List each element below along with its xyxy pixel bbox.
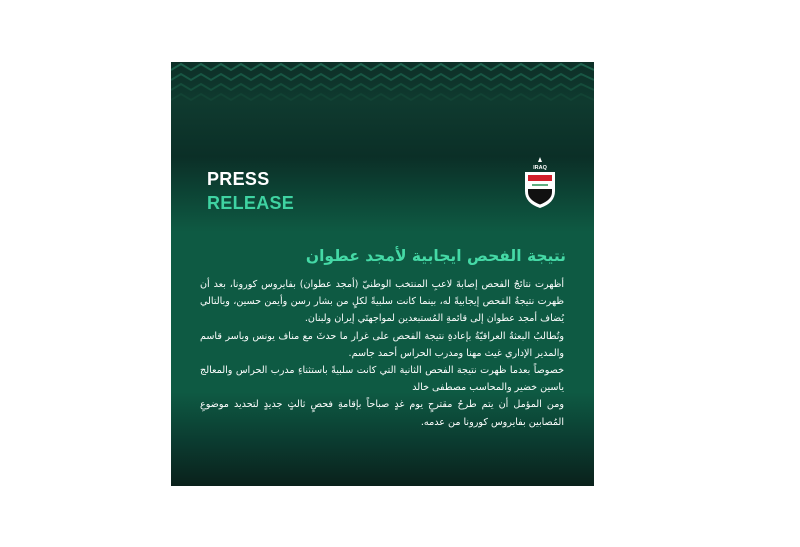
headline: نتيجة الفحص ايجابية لأمجد عطوان: [305, 247, 566, 265]
zigzag-pattern: [171, 62, 594, 102]
press-release-card: [171, 62, 594, 486]
emblem-label: IRAQ: [533, 165, 547, 171]
paragraph: ومن المؤمل أن يتم طرحُ مقترحٍ يوم غدٍ صباحاً بإقامةِ فحصٍ ثالثٍ جديدٍ لتحديد موضوعِ المُصابين بفايروس كورونا من عدمه.: [200, 399, 564, 428]
paragraph: خصوصاً بعدما ظهرت نتيجة الفحص الثانية التي كانت سلبيةً باستثناءِ مدرب الحراس والمعالج ياسين خضير والمحاسب مصطفى خالد: [200, 365, 564, 394]
press-title: PRESS: [207, 169, 270, 189]
iraq-emblem-icon: [522, 157, 558, 209]
paragraph: أظهرت نتائجُ الفحص إصابةَ لاعبِ المنتخب الوطنيّ (أمجد عطوان) بفايروس كورونا، بعد أن ظهرت نتيجةُ الفحص إيجابيةً له، بينما كانت سلبيةً لكلٍ من بشار رسن وأيمن حسين، وبالتالي يُضاف أمجد عطوان إلى قائمةِ المُستبعدين لمواجهتَي إيران ولبنان.: [200, 279, 564, 325]
release-title: RELEASE: [207, 193, 295, 213]
press-body: [200, 276, 564, 431]
paragraph: وتُطالبُ البعثةُ العراقيّةُ بإعادةِ نتيجة الفحص على غرار ما حدثَ مع مناف يونس وياسر قاسم والمدير الإداري غيث مهنا ومدرب الحراس أحمد جاسم.: [200, 330, 564, 359]
